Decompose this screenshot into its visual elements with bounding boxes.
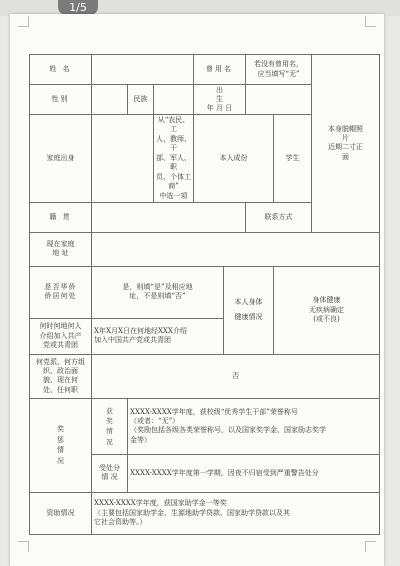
personal-status-label: 本人成份 (194, 115, 274, 203)
parties-value: 否 (92, 354, 380, 398)
party-join-value: X年X月X日在何地经XXX介绍 加入中国共产党或共青团 (92, 318, 224, 354)
family-origin-label: 家庭出身 (30, 115, 92, 203)
awards-label: 获 奖 情 况 (106, 406, 113, 446)
current-address-label: 现在家庭 地 址 (30, 232, 92, 266)
punish-label: 受处分 情 况 (92, 454, 128, 492)
document-page (10, 14, 384, 566)
personal-status-value: 学生 (274, 115, 312, 203)
aid-value: XXXX-XXXX学年度，获国家助学金一等奖 （主要包括国家助学金、生源地助学贷款、国家助学贷款以及其 它社会资助等。） (92, 492, 380, 534)
page-indicator: 1/5 (58, 0, 98, 15)
current-address-value (92, 232, 380, 266)
parties-label: 何党派、何方组 织、政治面 貌、现在何 处、任何职 (30, 354, 92, 398)
ethnicity-value (154, 85, 194, 115)
gender-value (92, 85, 128, 115)
former-name-label: 曾用名 (194, 55, 246, 85)
contact-label: 联系方式 (246, 202, 312, 232)
registration-form-table (29, 54, 380, 535)
rewards-group-label: 奖 惩 情 况 (57, 425, 64, 465)
punish-value: XXXX-XXXX学年度第一学期，因夜不归宿受到严重警告处分 (128, 454, 380, 492)
name-value (92, 55, 194, 85)
awards-value: XXXX-XXXX学年度，获校级“优秀学生干部”荣誉称号 （或者：“无”） （奖励包括各级各类荣誉称号，以及国家奖学金、国家励志奖学 金等） (128, 398, 380, 454)
gender-label: 性别 (30, 85, 92, 115)
crop-mark (18, 16, 29, 27)
ethnicity-label: 民族 (128, 85, 154, 115)
crop-mark (18, 541, 29, 552)
family-origin-hint: 从“农民、工 人、教师、干 部、军人、职 员、个体工商” 中选一项 (154, 115, 194, 203)
native-place-value (92, 202, 246, 232)
health-label: 本人身体 健康情况 (224, 266, 274, 354)
former-name-note: 若没有曾用名， 应当填写“无” (246, 55, 312, 85)
crop-mark (365, 541, 376, 552)
crop-mark (365, 16, 376, 27)
overseas-value: 是，则填“是”及相应地 址，不是则填“否” (92, 266, 224, 318)
birth-label: 出 生 年 月 日 (194, 85, 246, 115)
native-place-label: 籍 贯 (30, 202, 92, 232)
overseas-label: 是否华侨 侨居何处 (30, 266, 92, 318)
aid-label: 资助情况 (30, 492, 92, 534)
photo-placeholder: 本身脱帽照 片 近期二寸正 面 (312, 55, 380, 233)
name-label: 姓 名 (30, 55, 92, 85)
health-value: 身体健康 无疾病确定 (或不良) (274, 266, 380, 354)
birth-value (246, 85, 312, 115)
family-origin-value (92, 115, 154, 203)
party-join-label: 何时何地何人 介绍加入共产 党或共青团 (30, 318, 92, 354)
